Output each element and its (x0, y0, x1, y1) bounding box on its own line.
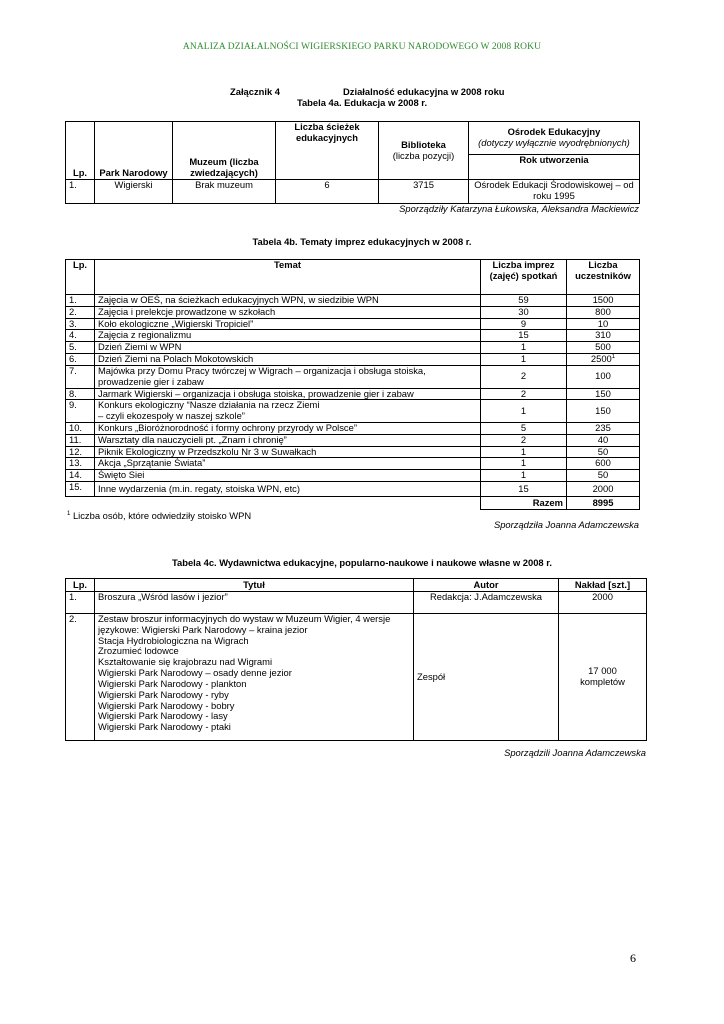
t4c-cell-autor: Redakcja: J.Adamczewska (414, 592, 559, 614)
t4b-cell-uczestnicy: 10 (567, 318, 640, 330)
t4a-header-sciezki: Liczba ścieżek edukacyjnych (276, 122, 379, 180)
t4b-cell-imprezy: 1 (481, 470, 567, 482)
table-4b (65, 259, 640, 510)
table-row (66, 592, 647, 614)
table-row (66, 354, 640, 366)
table-row (66, 614, 647, 741)
t4b-cell-temat: Inne wydarzenia (m.in. regaty, stoiska WPN, etc) (95, 482, 481, 497)
t4b-cell-temat: Zajęcia z regionalizmu (95, 330, 481, 342)
t4c-header-tytul: Tytuł (95, 579, 414, 592)
t4c-cell-lp: 2. (66, 614, 95, 741)
t4b-cell-imprezy: 1 (481, 354, 567, 366)
t4b-cell-uczestnicy: 1500 (567, 295, 640, 307)
t4c-cell-lp: 1. (66, 592, 95, 614)
table-row (66, 388, 640, 400)
t4b-cell-uczestnicy: 500 (567, 342, 640, 354)
table-row (66, 306, 640, 318)
t4b-cell-uczestnicy: 2000 (567, 482, 640, 497)
t4b-cell-imprezy: 5 (481, 422, 567, 434)
t4b-cell-temat: Dzień Ziemi na Polach Mokotowskich (95, 354, 481, 366)
t4b-cell-imprezy: 1 (481, 458, 567, 470)
t4b-cell-lp: 8. (66, 388, 95, 400)
t4a-header-park: Park Narodowy (95, 122, 173, 180)
t4b-cell-lp: 10. (66, 422, 95, 434)
t4b-cell-uczestnicy: 100 (567, 365, 640, 388)
annex-label: Załącznik 4 (230, 86, 281, 97)
t4b-footnote: $^1$ Liczba osób, które odwiedziły stoisko WPN (67, 510, 252, 521)
table-4a (65, 121, 640, 204)
t4b-cell-imprezy: 59 (481, 295, 567, 307)
t4b-cell-uczestnicy: 310 (567, 330, 640, 342)
table-row (66, 365, 640, 388)
t4a-credit: Sporządziły Katarzyna Łukowska, Aleksandra Mackiewicz (399, 203, 639, 214)
t4b-cell-imprezy: 2 (481, 365, 567, 388)
t4b-total-value: 8995 (567, 497, 640, 510)
t4b-cell-lp: 5. (66, 342, 95, 354)
t4b-cell-uczestnicy: 150 (567, 400, 640, 423)
t4c-credit: Sporządzili Joanna Adamczewska (504, 747, 646, 758)
table-row (66, 458, 640, 470)
t4b-cell-uczestnicy: 150 (567, 388, 640, 400)
t4b-cell-temat: Konkurs ekologiczny “Nasze działania na rzecz Ziemi – czyli ekozespoły w naszej szkole” (95, 400, 481, 423)
table-row (66, 470, 640, 482)
t4b-cell-uczestnicy: 50 (567, 446, 640, 458)
t4c-header-naklad: Nakład [szt.] (559, 579, 647, 592)
t4b-cell-temat: Warsztaty dla nauczycieli pt. „Znam i chronię” (95, 434, 481, 446)
t4b-cell-uczestnicy: 800 (567, 306, 640, 318)
t4b-cell-temat: Jarmark Wigierski – organizacja i obsługa stoiska, prowadzenie gier i zabaw (95, 388, 481, 400)
t4b-cell-imprezy: 15 (481, 330, 567, 342)
t4b-cell-lp: 1. (66, 295, 95, 307)
t4b-cell-imprezy: 1 (481, 446, 567, 458)
t4b-cell-temat: Święto Siei (95, 470, 481, 482)
t4a-cell-biblioteka: 3715 (379, 180, 469, 204)
t4c-header-autor: Autor (414, 579, 559, 592)
t4b-cell-imprezy: 2 (481, 434, 567, 446)
table4b-caption: Tabela 4b. Tematy imprez edukacyjnych w 2008 r. (252, 236, 472, 247)
t4c-cell-tytul: Zestaw broszur informacyjnych do wystaw w Muzeum Wigier, 4 wersje językowe: Wigierski Park Narodowy – kraina jezior Stacja Hydrobiologiczna na Wigrach Zrozumieć lodowce Kształtowanie się krajobrazu nad Wigrami Wigierski Park Narodowy – osady denne jezior Wigierski Park Narodowy - plankton Wigierski Park Narodowy - ryby Wigierski Park Narodowy - bobry Wigierski Park Narodowy - lasy Wigierski Park Narodowy - ptaki (95, 614, 414, 741)
t4b-cell-temat: Zajęcia i prelekcje prowadzone w szkołach (95, 306, 481, 318)
t4b-cell-uczestnicy: 50 (567, 470, 640, 482)
t4b-cell-temat: Piknik Ekologiczny w Przedszkolu Nr 3 w Suwałkach (95, 446, 481, 458)
t4a-header-rok: Rok utworzenia (469, 155, 640, 180)
table4a-caption: Tabela 4a. Edukacja w 2008 r. (296, 97, 428, 108)
t4b-cell-lp: 9. (66, 400, 95, 423)
t4b-total-label: Razem (481, 497, 567, 510)
t4b-cell-temat: Koło ekologiczne „Wigierski Tropiciel” (95, 318, 481, 330)
t4a-cell-muzeum: Brak muzeum (173, 180, 276, 204)
t4b-header-lp: Lp. (66, 260, 95, 295)
t4b-cell-imprezy: 9 (481, 318, 567, 330)
t4b-cell-lp: 6. (66, 354, 95, 366)
t4a-header-muzeum: Muzeum (liczba zwiedzających) (173, 122, 276, 180)
t4b-header-imprezy: Liczba imprez (zajęć) spotkań (481, 260, 567, 295)
t4b-cell-lp: 12. (66, 446, 95, 458)
t4b-cell-uczestnicy: 2500$^1$ (567, 354, 640, 366)
t4b-cell-lp: 7. (66, 365, 95, 388)
t4b-credit: Sporządziła Joanna Adamczewska (493, 519, 639, 530)
t4b-cell-imprezy: 1 (481, 342, 567, 354)
table-row (66, 342, 640, 354)
t4b-cell-temat: Konkurs „Bioróżnorodność i formy ochrony przyrody w Polsce” (95, 422, 481, 434)
t4b-cell-lp: 2. (66, 306, 95, 318)
t4b-cell-lp: 4. (66, 330, 95, 342)
t4a-cell-park: Wigierski (95, 180, 173, 204)
table-4c (65, 578, 647, 741)
t4b-cell-temat: Majówka przy Domu Pracy twórczej w Wigrach – organizacja i obsługa stoiska, prowadzenie gier i zabaw (95, 365, 481, 388)
t4b-header-temat: Temat (95, 260, 481, 295)
t4b-cell-uczestnicy: 40 (567, 434, 640, 446)
t4b-cell-imprezy: 1 (481, 400, 567, 423)
t4b-cell-lp: 3. (66, 318, 95, 330)
t4b-cell-imprezy: 2 (481, 388, 567, 400)
t4b-cell-uczestnicy: 235 (567, 422, 640, 434)
t4b-cell-uczestnicy: 600 (567, 458, 640, 470)
t4a-header-lp: Lp. (66, 122, 95, 180)
t4b-footnote-mark: 1 (67, 510, 71, 517)
running-header: ANALIZA DZIAŁALNOŚCI WIGIERSKIEGO PARKU NARODOWEGO W 2008 ROKU (182, 42, 542, 52)
table4c-caption: Tabela 4c. Wydawnictwa edukacyjne, popularno-naukowe i naukowe własne w 2008 r. (172, 557, 552, 568)
t4a-cell-sciezki: 6 (276, 180, 379, 204)
table-row (66, 434, 640, 446)
t4c-header-lp: Lp. (66, 579, 95, 592)
t4c-cell-autor: Zespół (414, 614, 559, 741)
table-row (66, 318, 640, 330)
table-row (66, 422, 640, 434)
t4c-cell-naklad: 2000 (559, 592, 647, 614)
t4a-header-osrodek: Ośrodek Edukacyjny (dotyczy wyłącznie wyodrębnionych) (469, 122, 640, 155)
t4b-cell-lp: 15. (66, 482, 95, 497)
t4b-cell-lp: 14. (66, 470, 95, 482)
table-row (66, 446, 640, 458)
t4b-cell-temat: Akcja „Sprzątanie Świata” (95, 458, 481, 470)
table-row (66, 482, 640, 497)
t4b-cell-lp: 11. (66, 434, 95, 446)
t4b-header-uczestnicy: Liczba uczestników (567, 260, 640, 295)
t4a-header-biblioteka: Biblioteka (liczba pozycji) (379, 122, 469, 180)
t4b-cell-imprezy: 15 (481, 482, 567, 497)
page-number: 6 (630, 951, 636, 965)
t4b-cell-lp: 13. (66, 458, 95, 470)
t4b-cell-temat: Dzień Ziemi w WPN (95, 342, 481, 354)
t4a-cell-lp: 1. (66, 180, 95, 204)
table-row (66, 330, 640, 342)
t4c-cell-naklad: 17 000 kompletów (559, 614, 647, 741)
table-row (66, 295, 640, 307)
t4c-cell-tytul: Broszura „Wśród lasów i jezior” (95, 592, 414, 614)
t4a-cell-osrodek: Ośrodek Edukacji Środowiskowej – od roku 1995 (469, 180, 640, 204)
table-row (66, 400, 640, 423)
t4b-cell-temat: Zajęcia w OEŚ, na ścieżkach edukacyjnych WPN, w siedzibie WPN (95, 295, 481, 307)
annex-title: Działalność edukacyjna w 2008 roku (343, 86, 505, 97)
t4b-cell-imprezy: 30 (481, 306, 567, 318)
